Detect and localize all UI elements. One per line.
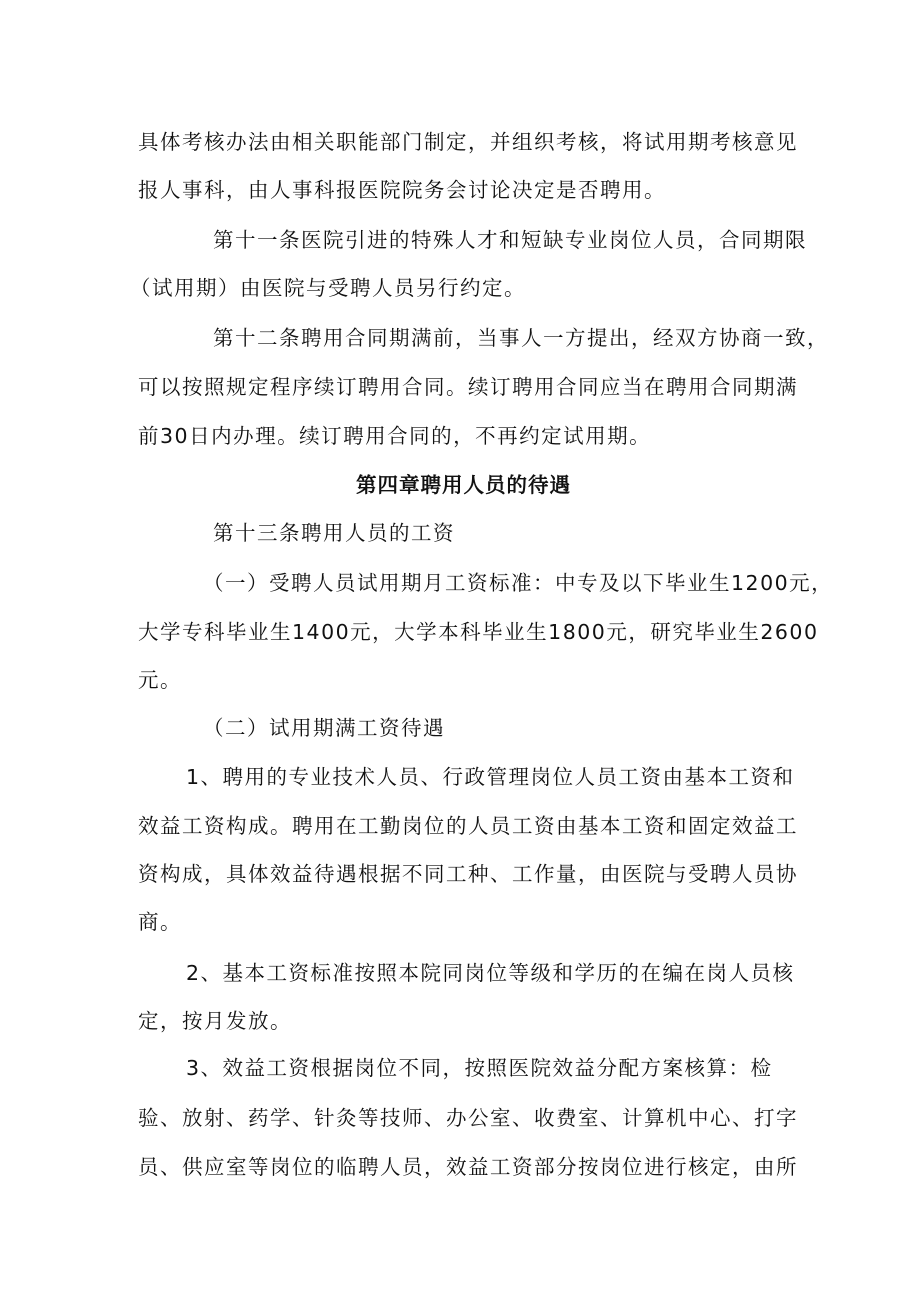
text-line: （试用期）由医院与受聘人员另行约定。: [130, 276, 526, 300]
text-line: （二）试用期满工资待遇: [203, 716, 445, 740]
text-line: 报人事科，由人事科报医院院务会讨论决定是否聘用。: [138, 178, 666, 202]
text-line: 3、效益工资根据岗位不同，按照医院效益分配方案核算：检: [186, 1056, 773, 1080]
text-line: 前30日内办理。续订聘用合同的，不再约定试用期。: [138, 424, 652, 448]
text-line: 可以按照规定程序续订聘用合同。续订聘用合同应当在聘用合同期满: [138, 375, 798, 399]
text-line: 大学专科毕业生1400元，大学本科毕业生1800元，研究毕业生2600: [138, 620, 819, 644]
text-line: 1、聘用的专业技术人员、行政管理岗位人员工资由基本工资和: [186, 765, 795, 789]
text-line: 具体考核办法由相关职能部门制定，并组织考核，将试用期考核意见: [138, 130, 798, 154]
text-line: 验、放射、药学、针灸等技师、办公室、收费室、计算机中心、打字: [138, 1106, 798, 1130]
text-line: 元。: [138, 668, 182, 692]
text-line: 2、基本工资标准按照本院同岗位等级和学历的在编在岗人员核: [186, 961, 795, 985]
text-line: 定，按月发放。: [138, 1009, 292, 1033]
text-line: 资构成，具体效益待遇根据不同工种、工作量，由医院与受聘人员协: [138, 862, 798, 886]
text-line: （一）受聘人员试用期月工资标准：中专及以下毕业生1200元，: [203, 571, 834, 595]
chapter-heading: 第四章聘用人员的待遇: [356, 473, 571, 497]
text-line: 第十三条聘用人员的工资: [213, 521, 455, 545]
text-line: 商。: [138, 910, 182, 934]
text-line: 第十二条聘用合同期满前，当事人一方提出，经双方协商一致，: [213, 326, 829, 350]
text-line: 第十一条医院引进的特殊人才和短缺专业岗位人员，合同期限: [213, 228, 807, 252]
text-line: 效益工资构成。聘用在工勤岗位的人员工资由基本工资和固定效益工: [138, 814, 798, 838]
text-line: 员、供应室等岗位的临聘人员，效益工资部分按岗位进行核定，由所: [138, 1155, 798, 1179]
